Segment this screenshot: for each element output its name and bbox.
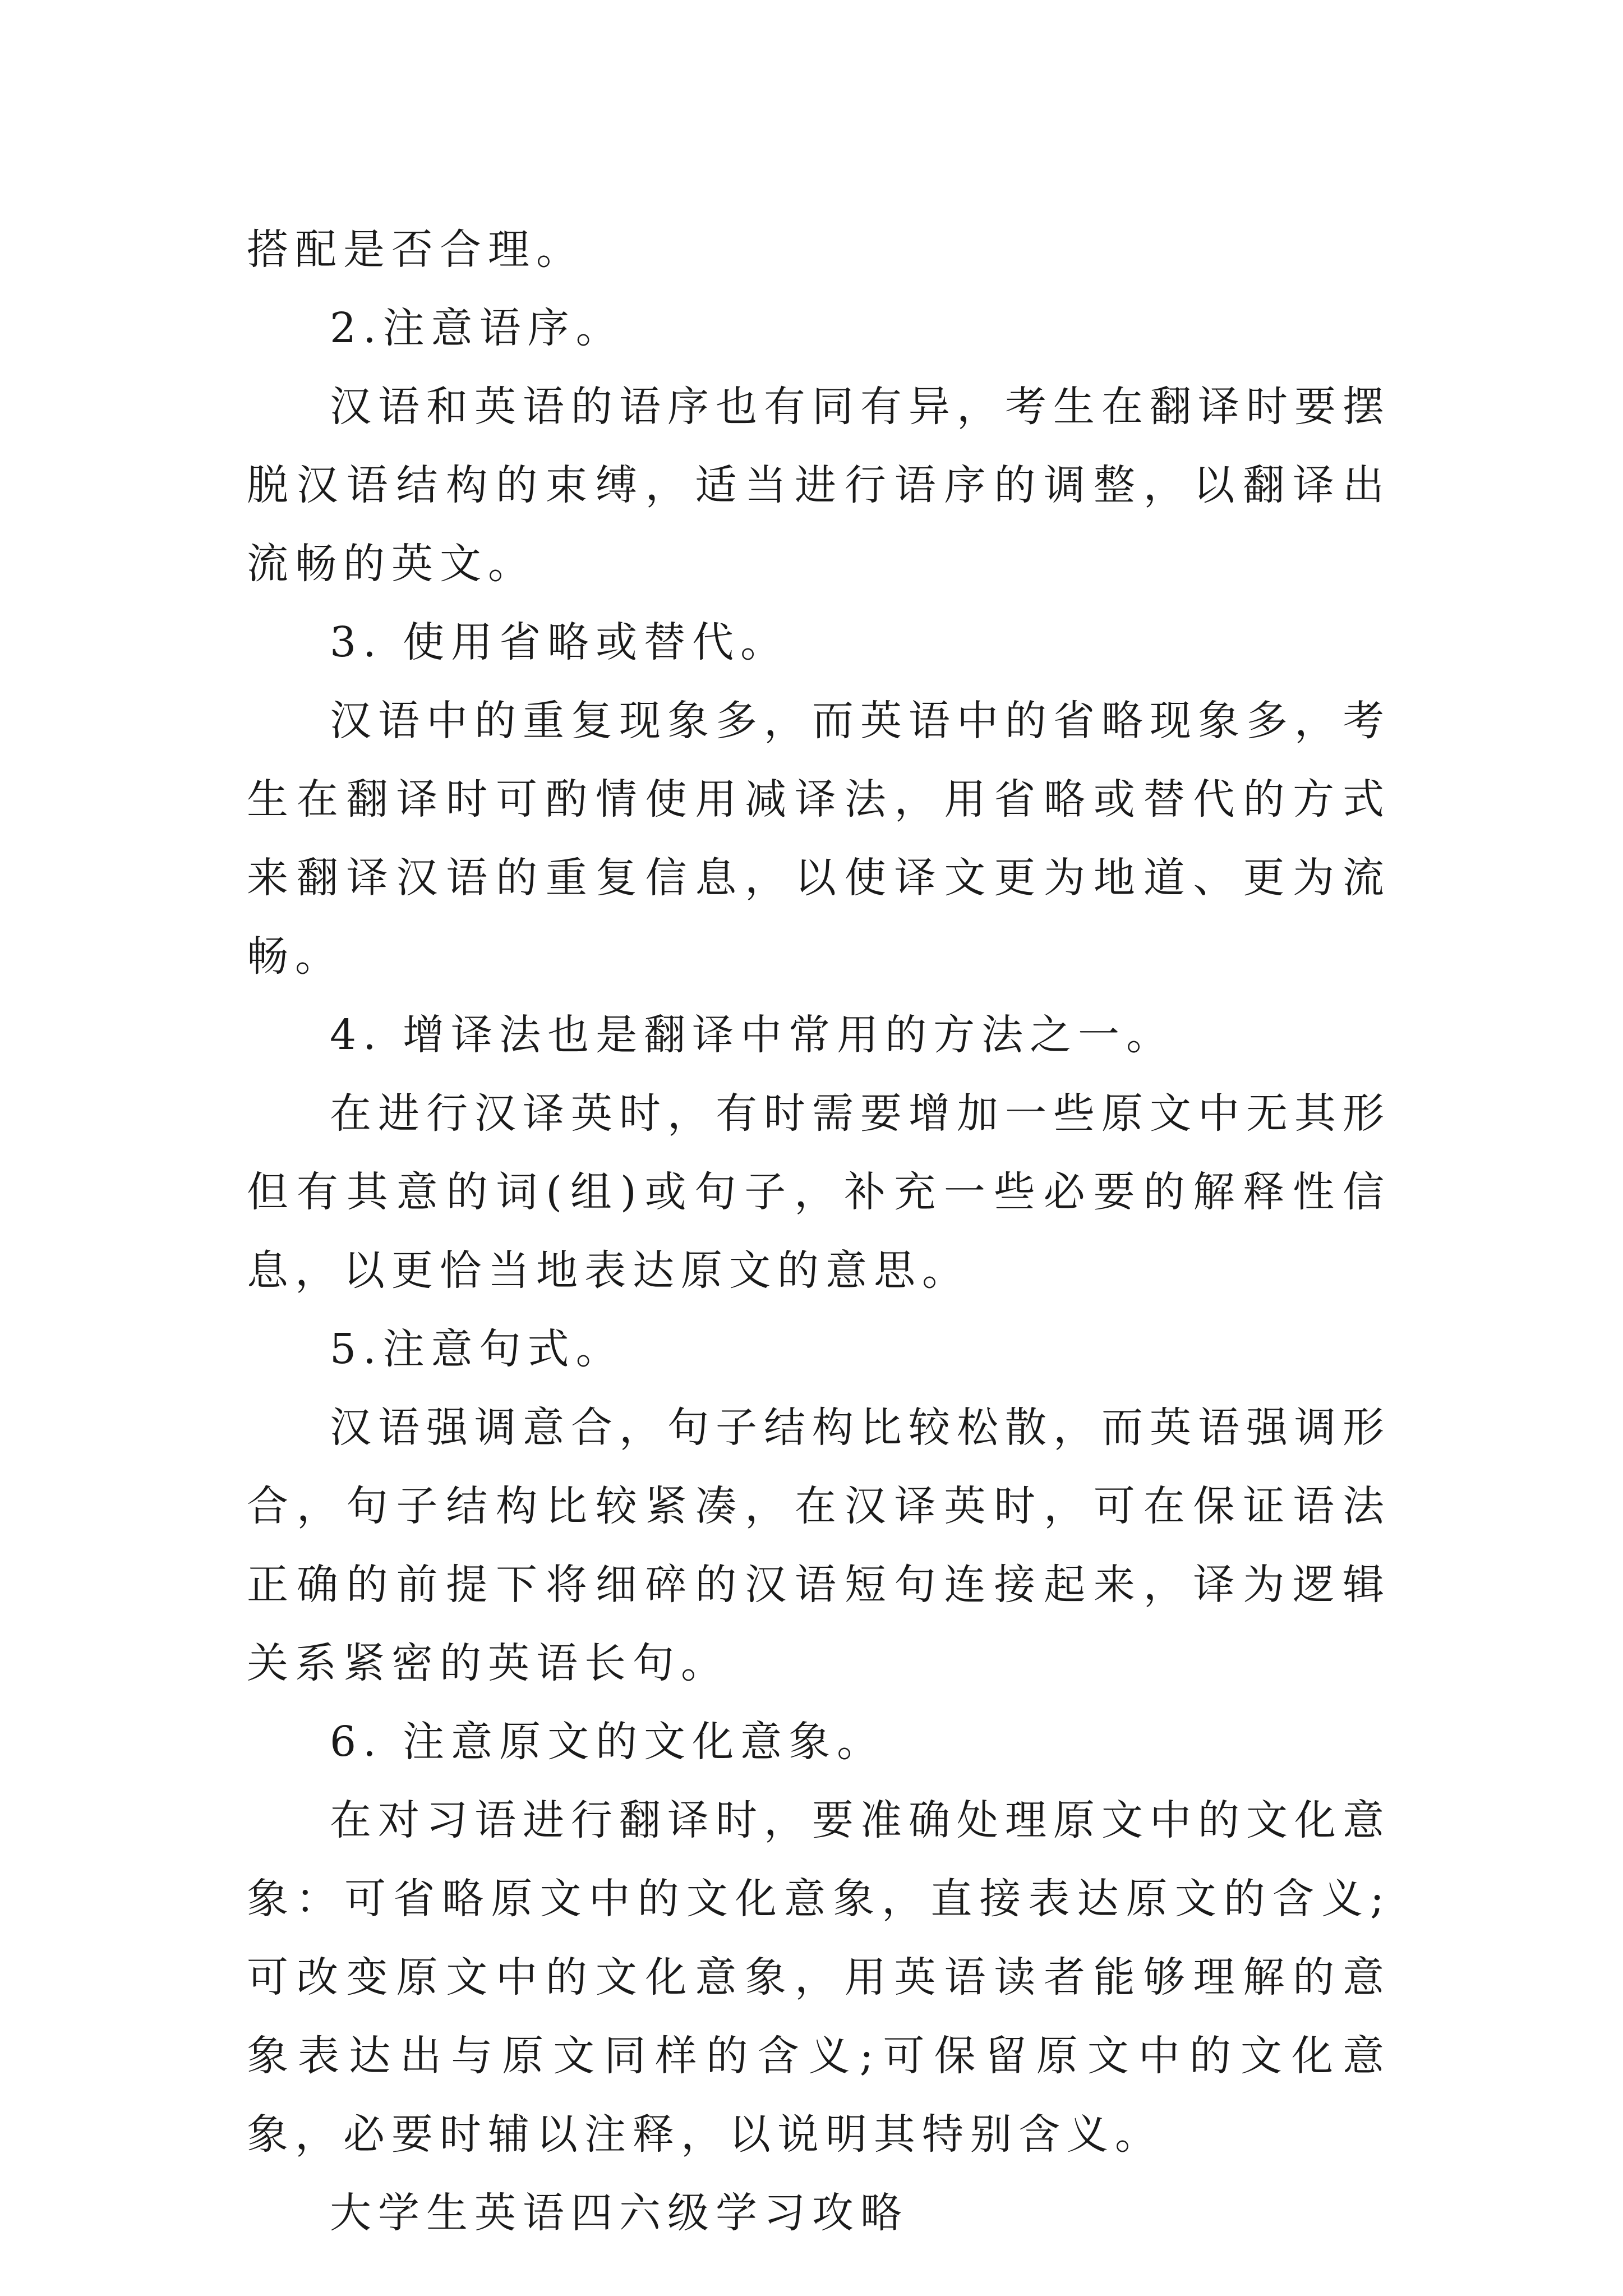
paragraph-cultural-imagery: 在对习语进行翻译时，要准确处理原文中的文化意象：可省略原文中的文化意象，直接表达原文的含义;可改变原文中的文化意象，用英语读者能够理解的意象表达出与原文同样的含义;可保留原文中的文化意象，必要时辅以注释，以说明其特别含义。 xyxy=(247,1796,1391,2159)
section-heading-sentence-pattern: 5.注意句式。 xyxy=(330,1325,624,1373)
section-heading-amplification: 4. 增译法也是翻译中常用的方法之一。 xyxy=(330,1011,1175,1059)
paragraph-continuation: 搭配是否合理。 xyxy=(247,226,584,274)
section-heading-cultural-imagery: 6. 注意原文的文化意象。 xyxy=(330,1718,886,1766)
paragraph-word-order: 汉语和英语的语序也有同有异，考生在翻译时要摆脱汉语结构的束缚，适当进行语序的调整，以翻译出流畅的英文。 xyxy=(247,383,1391,588)
section-heading-ellipsis: 3. 使用省略或替代。 xyxy=(330,618,789,666)
paragraph-amplification: 在进行汉译英时，有时需要增加一些原文中无其形但有其意的词(组)或句子，补充一些必要的解释性信息，以更恰当地表达原文的意思。 xyxy=(247,1089,1391,1295)
paragraph-ellipsis: 汉语中的重复现象多，而英语中的省略现象多，考生在翻译时可酌情使用减译法，用省略或替代的方式来翻译汉语的重复信息，以使译文更为地道、更为流畅。 xyxy=(247,697,1391,981)
section-heading-study-guide: 大学生英语四六级学习攻略 xyxy=(330,2189,909,2237)
document-body xyxy=(247,210,1391,2252)
paragraph-sentence-pattern: 汉语强调意合，句子结构比较松散，而英语强调形合，句子结构比较紧凑，在汉译英时，可在保证语法正确的前提下将细碎的汉语短句连接起来，译为逻辑关系紧密的英语长句。 xyxy=(247,1404,1391,1687)
section-heading-word-order: 2.注意语序。 xyxy=(330,304,624,352)
